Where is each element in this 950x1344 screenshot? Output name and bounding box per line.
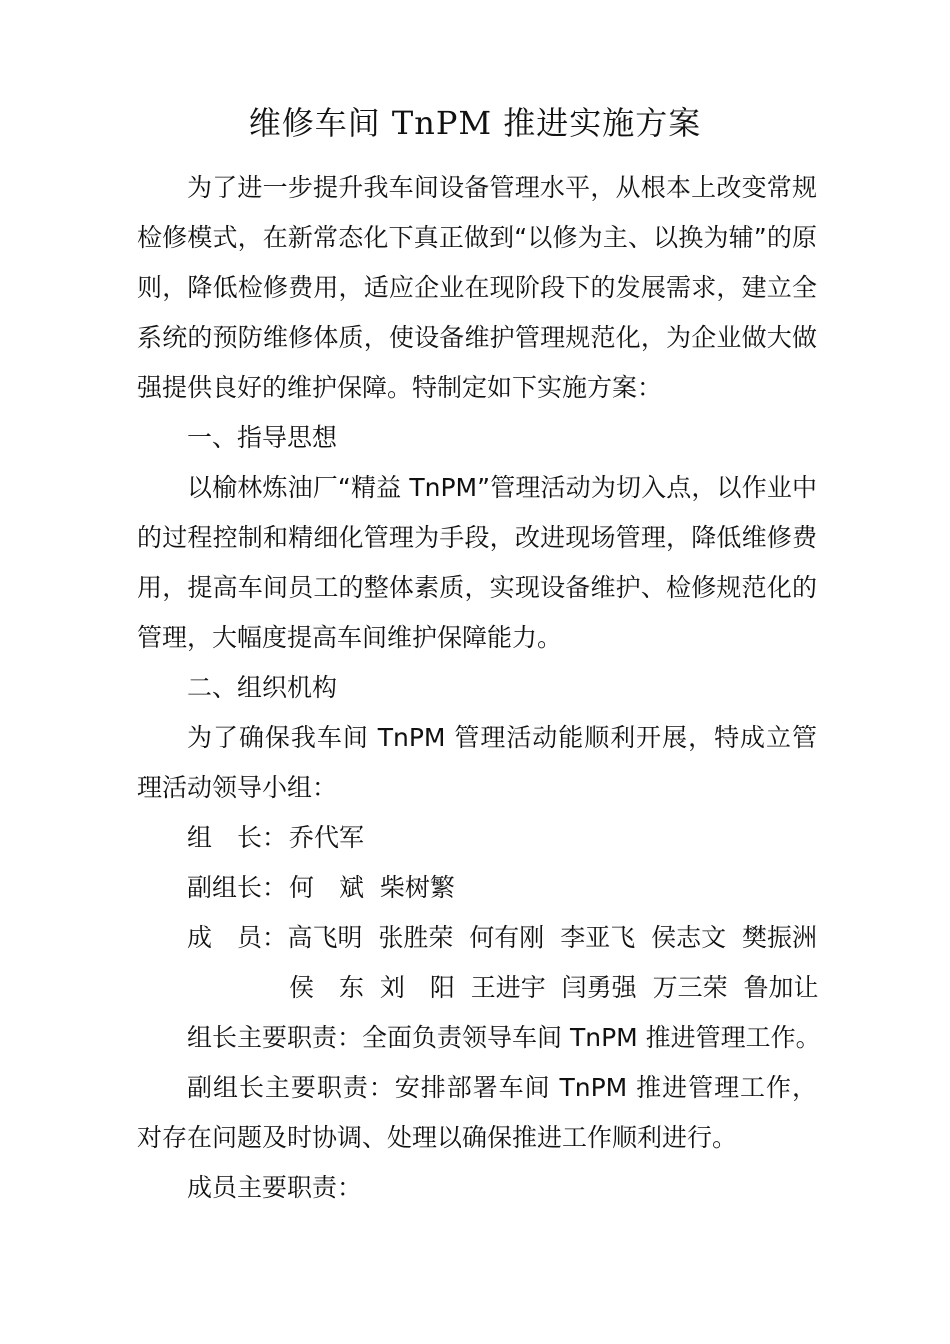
- members-row: [137, 913, 817, 963]
- members-names-line2: 侯 东 刘 阳 王进宇 闫勇强 万三荣 鲁加让: [289, 973, 819, 1002]
- intro-paragraph: 为了进一步提升我车间设备管理水平，从根本上改变常规检修模式，在新常态化下真正做到“以修为主、以换为辅”的原则，降低检修费用，适应企业在现阶段下的发展需求，建立全系统的预防维修体质，使设备维护管理规范化，为企业做大做强提供良好的维护保障。特制定如下实施方案：: [137, 173, 817, 402]
- document-body: [137, 163, 821, 1213]
- document-title: 维修车间 TnPM 推进实施方案: [248, 104, 702, 142]
- section-heading-organization: 二、组织机构: [187, 673, 338, 702]
- members-names-line1: 高飞明 张胜荣 何有刚 李亚飞 侯志文 樊振洲: [287, 923, 817, 952]
- deputy-row: [137, 863, 817, 913]
- section-heading-guiding-principle: 一、指导思想: [187, 423, 338, 452]
- leader-row: [137, 813, 817, 863]
- leader-name: 乔代军: [289, 823, 365, 852]
- deputy-label: 副组长：: [187, 873, 288, 902]
- member-duty: 成员主要职责：: [187, 1173, 363, 1202]
- deputy-duty: 副组长主要职责：安排部署车间 TnPM 推进管理工作，对存在问题及时协调、处理以确保推进工作顺利进行。: [137, 1073, 817, 1152]
- leader-duty: 组长主要职责：全面负责领导车间 TnPM 推进管理工作。: [187, 1023, 821, 1052]
- organization-paragraph: 为了确保我车间 TnPM 管理活动能顺利开展，特成立管理活动领导小组：: [137, 723, 817, 802]
- guiding-principle-paragraph: 以榆林炼油厂“精益 TnPM”管理活动为切入点，以作业中的过程控制和精细化管理为手段，改进现场管理，降低维修费用，提高车间员工的整体素质，实现设备维护、检修规范化的管理，大幅度提高车间维护保障能力。: [137, 473, 817, 652]
- deputy-names: 何 斌 柴树繁: [289, 873, 455, 902]
- leader-label: 组 长：: [187, 823, 288, 852]
- members-label: 成 员：: [187, 923, 288, 952]
